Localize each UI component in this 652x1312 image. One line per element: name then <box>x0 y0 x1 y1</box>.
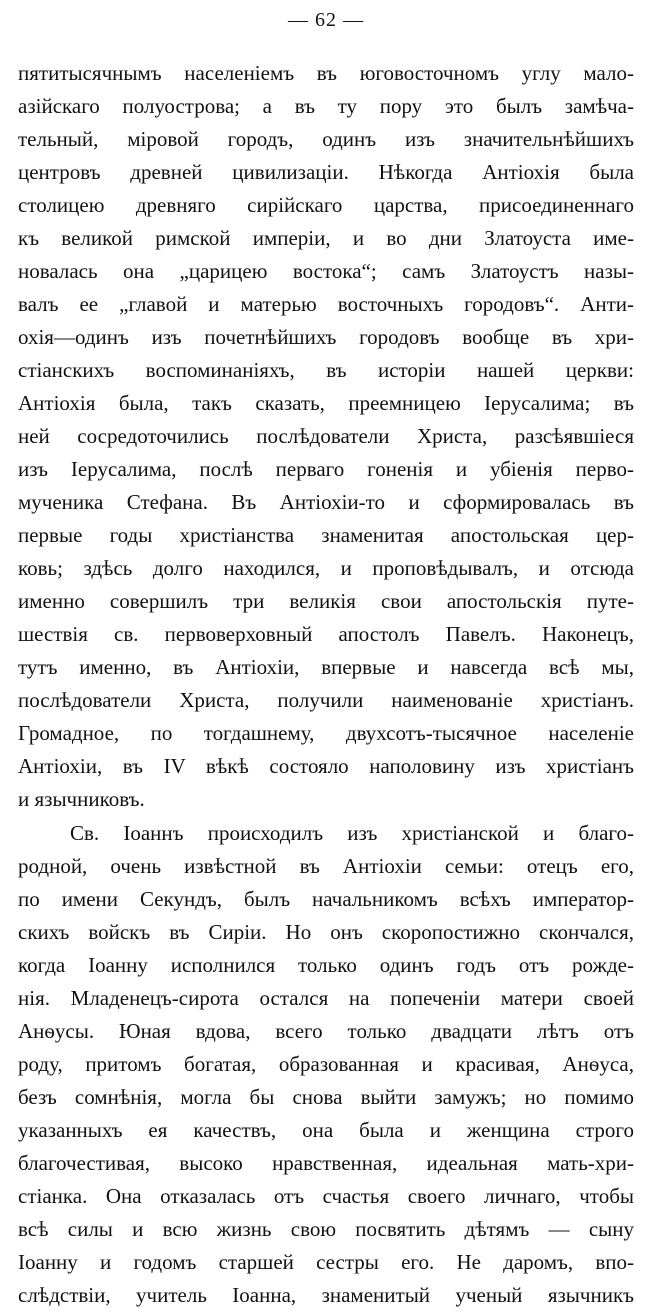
text-line: Антіохіи, въ IV вѣкѣ состояло наполовину изъ христіанъ <box>18 754 634 778</box>
text-line: охія—одинъ изъ почетнѣйшихъ городовъ вообще въ хри- <box>18 325 634 349</box>
text-line: пятитысячнымъ населеніемъ въ юговосточномъ углу мало- <box>18 61 634 85</box>
text-line: Антіохія была, такъ сказать, преемницею Іерусалима; въ <box>18 391 634 415</box>
text-line: указанныхъ ея качествъ, она была и женщина строго <box>18 1118 634 1142</box>
body-text <box>18 57 634 1312</box>
text-line: Іоанну и годомъ старшей сестры его. Не даромъ, впо- <box>18 1250 634 1274</box>
page-number: — 62 — <box>288 9 364 31</box>
text-line: ней сосредоточились послѣдователи Христа, разсѣявшіеся <box>18 424 634 448</box>
text-line: новалась она „царицею востока“; самъ Златоустъ назы- <box>18 259 634 283</box>
text-line: изъ Іерусалима, послѣ перваго гоненія и убіенія перво- <box>18 457 634 481</box>
text-line: всѣ силы и всю жизнь свою посвятить дѣтямъ — сыну <box>18 1217 634 1241</box>
text-line: роду, притомъ богатая, образованная и красивая, Анѳуса, <box>18 1052 634 1076</box>
text-line: Громадное, по тогдашнему, двухсотъ-тысячное населеніе <box>18 721 634 745</box>
paragraph-start-line: Св. Іоаннъ происходилъ изъ христіанской и благо- <box>70 821 634 845</box>
text-line: мученика Стефана. Въ Антіохіи-то и сформировалась въ <box>18 490 634 514</box>
text-line: Анѳусы. Юная вдова, всего только двадцати лѣтъ отъ <box>18 1019 634 1043</box>
text-line: скихъ войскъ въ Сиріи. Но онъ скоропостижно скончался, <box>18 920 634 944</box>
text-line: родной, очень извѣстной въ Антіохіи семьи: отецъ его, <box>18 854 634 878</box>
text-line: благочестивая, высоко нравственная, идеальная мать-хри- <box>18 1151 634 1175</box>
text-line: первые годы христіанства знаменитая апостольская цер- <box>18 523 634 547</box>
text-line: безъ сомнѣнія, могла бы снова выйти замужъ; но помимо <box>18 1085 634 1109</box>
text-line: стіанскихъ воспоминаніяхъ, въ исторіи нашей церкви: <box>18 358 634 382</box>
text-line: по имени Секундъ, былъ начальникомъ всѣхъ император- <box>18 887 634 911</box>
text-line: нія. Младенецъ-сирота остался на попеченіи матери своей <box>18 986 634 1010</box>
text-line: именно совершилъ три великія свои апостольскія путе- <box>18 589 634 613</box>
text-line: послѣдователи Христа, получили наименованіе христіанъ. <box>18 688 634 712</box>
text-line: слѣдствіи, учитель Іоанна, знаменитый ученый язычникъ <box>18 1283 634 1307</box>
text-line: стіанка. Она отказалась отъ счастья своего личнаго, чтобы <box>18 1184 634 1208</box>
text-line: центровъ древней цивилизаціи. Нѣкогда Антіохія была <box>18 160 634 184</box>
paragraph-end-line: и язычниковъ. <box>18 787 145 811</box>
text-line: къ великой римской имперіи, и во дни Златоуста име- <box>18 226 634 250</box>
text-line: азійскаго полуострова; а въ ту пору это былъ замѣча- <box>18 94 634 118</box>
text-line: столицею древняго сирійскаго царства, присоединеннаго <box>18 193 634 217</box>
text-line: шествія св. первоверховный апостолъ Павелъ. Наконецъ, <box>18 622 634 646</box>
text-line: валъ ее „главой и матерью восточныхъ городовъ“. Анти- <box>18 292 634 316</box>
text-line: когда Іоанну исполнился только одинъ годъ отъ рожде- <box>18 953 634 977</box>
text-line: тельный, міровой городъ, одинъ изъ значительнѣйшихъ <box>18 127 634 151</box>
text-line: ковь; здѣсь долго находился, и проповѣдывалъ, и отсюда <box>18 556 634 580</box>
text-line: тутъ именно, въ Антіохіи, впервые и навсегда всѣ мы, <box>18 655 634 679</box>
